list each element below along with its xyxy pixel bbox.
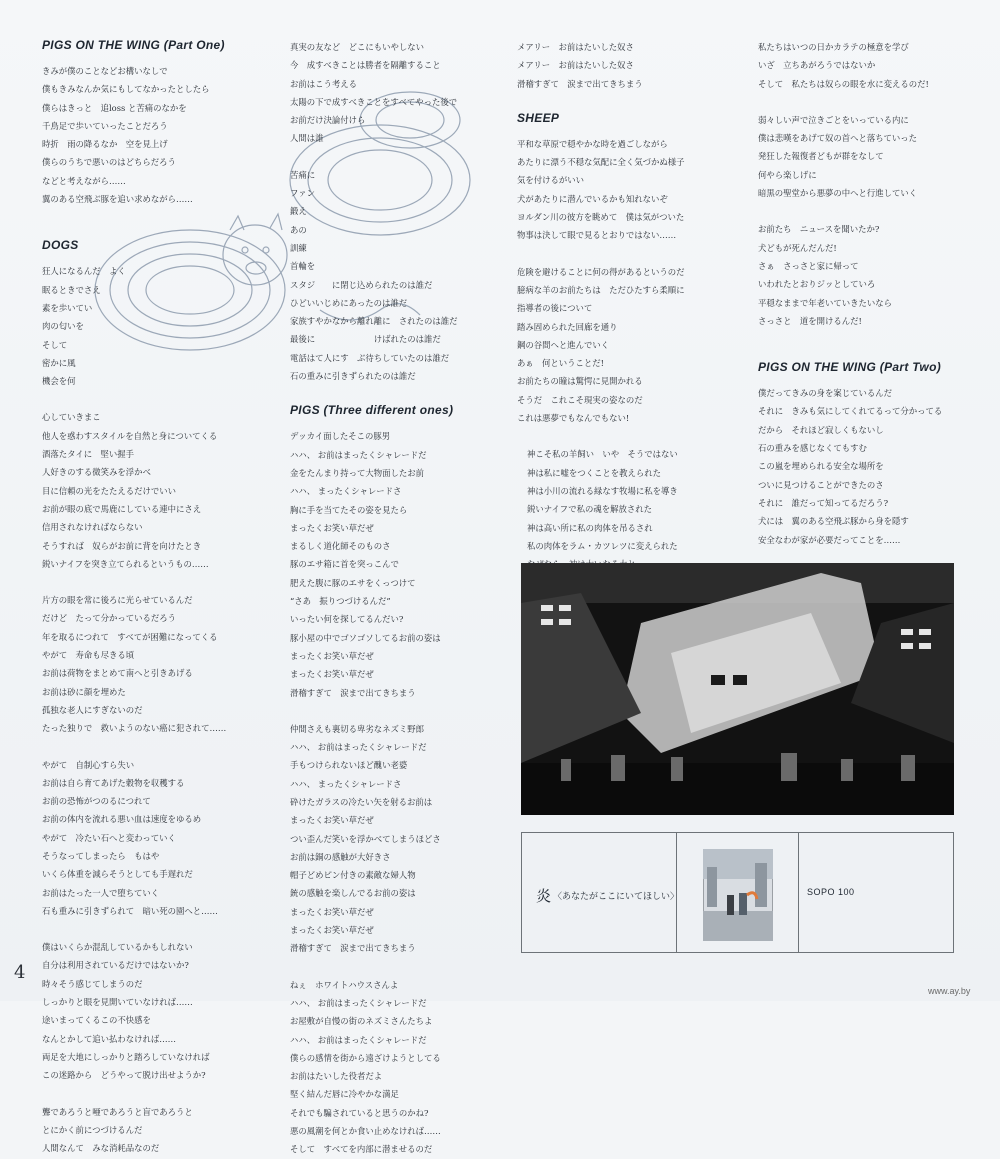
- lyric-line: 両足を大地にしっかりと踏ろしていなければ: [42, 1051, 210, 1062]
- lyric-line: やがて 自制心すら失い: [42, 759, 135, 770]
- lyric-line: ファン: [290, 188, 315, 199]
- lyric-line: 犬には 翼のある空飛ぶ豚から身を隠す: [758, 516, 909, 527]
- lyric-line: そして: [42, 339, 68, 350]
- column-3: [517, 38, 747, 610]
- lyric-line: 人好きのする微笑みを浮かべ: [42, 467, 151, 478]
- lyric-line: 肉の匂いを: [42, 321, 84, 332]
- dogs-lyrics-continued-1: [290, 38, 505, 148]
- lyric-line: 聾であろうと唖であろうと盲であろうと: [42, 1106, 193, 1117]
- lyric-line: まるしく道化師そのものさ: [290, 541, 391, 552]
- lyric-line: 僕らのうちで悪いのはどちらだろう: [42, 157, 176, 168]
- lyric-line: お前はたった一人で堕ちていく: [42, 887, 160, 898]
- lyric-line: 訓練: [290, 242, 307, 253]
- dogs-lyrics-stanza-2: [42, 408, 272, 573]
- lyric-line: 僕はいくらか混乱しているかもしれない: [42, 942, 193, 953]
- lyric-line: しっかりと眼を見開いていなければ……: [42, 997, 193, 1008]
- lyric-line: 金をたんまり持って大物面したお前: [290, 467, 424, 478]
- lyric-line: 平和な草原で穏やかな時を過ごしながら: [517, 138, 668, 149]
- lyric-line: 途いまってくるこの不快感を: [42, 1015, 151, 1026]
- lyric-line: これは悪夢でもなんでもない!: [517, 413, 630, 424]
- lyric-line: 信用されなければならない: [42, 522, 143, 533]
- lyric-line: 石も重みに引きずられて 暗い死の園へと……: [42, 905, 218, 916]
- lyric-line: ハハ、 お前はまったくシャレードだ: [290, 449, 427, 460]
- lyric-line: ついに見つけることができたのさ: [758, 479, 884, 490]
- lyric-line: そして すべてを内部に潜ませるのだ: [290, 1144, 433, 1155]
- dogs-lyrics-stanza-6: [42, 1103, 272, 1158]
- lyric-line: そうすれば 奴らがお前に背を向けたとき: [42, 540, 202, 551]
- lyric-line: この迷路から どうやって脱け出せようか?: [42, 1070, 206, 1081]
- lyric-line: まったくお笑い草だぜ: [290, 906, 374, 917]
- column-4: [758, 38, 973, 576]
- album-cover-image: [703, 849, 773, 941]
- pigs-on-the-wing-part-one-lyrics: [42, 62, 272, 208]
- lyric-line: 帽子どめピン付きの素敵な婦人物: [290, 870, 416, 881]
- lyric-line: 最後に けばれたのは誰だ: [290, 334, 441, 345]
- lyric-line: メアリー お前はたいした奴さ: [517, 42, 634, 52]
- lyric-line: やがて 寿命も尽きる頃: [42, 650, 135, 661]
- lyric-line: そうなってしまったら もはや: [42, 850, 160, 861]
- lyric-line: 危険を避けることに何の得があるというのだ: [517, 266, 685, 277]
- lyric-line: あたりに漂う不穏な気配に全く気づかぬ様子: [517, 157, 685, 168]
- lyric-line: 物事は決して眼で見るとおりではない……: [517, 230, 677, 241]
- lyric-line: 臆病な羊のお前たちは ただひたすら柔順に: [517, 284, 685, 295]
- lyric-line: さぁ さっさと家に帰って: [758, 260, 859, 271]
- lyric-line: “さあ 振りつづけるんだ”: [290, 596, 391, 607]
- dogs-lyrics-continued-2: [290, 166, 505, 386]
- lyric-line: お前だけ決論付けら: [290, 115, 366, 126]
- lyric-line: 素を歩いてい: [42, 302, 93, 313]
- lyric-line: ハハ、 まったくシャレードさ: [290, 778, 402, 789]
- watermark-text: www.ay.by: [928, 986, 971, 996]
- lyric-line: お前は自ら育てあげた穀物を収穫する: [42, 777, 185, 788]
- lyric-line: 僕らはきっと 追loss と苦痛のなかを: [42, 102, 187, 113]
- lyric-line: 私たちはいつの日かカラテの極意を学び: [758, 42, 909, 52]
- lyric-line: ハハ、 お前はまったくシャレードだ: [290, 997, 427, 1008]
- lyric-line: 孤独な老人にすぎないのだ: [42, 704, 143, 715]
- lyric-line: 犬どもが死んだんだ!: [758, 242, 837, 253]
- lyric-line: 仲間さえも裏切る卑劣なネズミ野郎: [290, 723, 424, 734]
- lyric-line: 心していきまこ: [42, 412, 101, 423]
- lyric-line: それでも騙されていると思うのかね?: [290, 1107, 429, 1118]
- lyric-line: 他人を惑わすスタイルを自然と身についてくる: [42, 430, 218, 441]
- lyric-line: まったくお笑い草だぜ: [290, 522, 374, 533]
- lyric-line: 僕は悲嘆をあげて奴の首へと落ちていった: [758, 133, 918, 144]
- lyric-line: 太陽の下で成すべきことをすべてやった後で: [290, 96, 458, 107]
- lyric-line: 機会を何: [42, 376, 76, 387]
- lyric-line: 人間なんて みな消耗品なのだ: [42, 1143, 160, 1154]
- lyric-line: いわれたとおりジッとしていろ: [758, 279, 876, 290]
- lyric-line: 狂人になるんだ よく: [42, 266, 126, 277]
- pigs-lyrics-stanza-3: [290, 976, 505, 1159]
- lyric-line: 何やら楽しげに: [758, 169, 817, 180]
- lyric-line: つい歪んだ笑いを浮かべてしまうほどさ: [290, 833, 441, 844]
- lyric-line: それに 誰だって知ってるだろう?: [758, 497, 889, 508]
- lyric-line: ヨルダン川の彼方を眺めて 僕は気がついた: [517, 212, 685, 223]
- lyric-line: 弱々しい声で泣きごとをいっている内に: [758, 114, 909, 125]
- lyric-line: さっさと 道を開けるんだ!: [758, 315, 862, 326]
- album-title: [536, 885, 679, 906]
- lyric-line: あぁ 何ということだ!: [517, 358, 605, 369]
- lyric-line: お前は銅の感触が大好きさ: [290, 851, 391, 862]
- lyric-line: 私の肉体をラム・カツレツに変えられた: [527, 540, 678, 551]
- lyric-line: お前たち ニュースを聞いたか?: [758, 224, 880, 235]
- lyric-line: 肥えた腹に豚のエサをくっつけて: [290, 577, 416, 588]
- lyric-line: 時折 雨の降るなか 空を見上げ: [42, 139, 168, 150]
- lyric-line: だから それほど寂しくもないし: [758, 424, 884, 435]
- lyric-line: あの: [290, 224, 307, 235]
- dogs-title: DOGS: [42, 238, 79, 253]
- lyric-line: まったくお笑い草だぜ: [290, 815, 374, 826]
- column-1: [42, 38, 272, 1157]
- album-title-subtitle: 〈あなたがここにいてほしい〉: [553, 892, 680, 902]
- lyric-line: 堅く結んだ唇に冷やかな満足: [290, 1089, 399, 1100]
- pigs-on-the-wing-part-one-title: PIGS ON THE WING (Part One): [42, 38, 225, 52]
- sheep-title: SHEEP: [517, 110, 560, 125]
- column-2: [290, 38, 505, 1159]
- lyric-line: 年を取るにつれて すべてが困難になってくる: [42, 631, 218, 642]
- lyric-line: お前はこう考える: [290, 78, 357, 89]
- lyric-line: 石の重みを感じなくてもすむ: [758, 443, 867, 454]
- dogs-lyrics-stanza-4: [42, 756, 272, 921]
- album-cover-panel: [677, 833, 799, 952]
- pigs-lyrics-stanza-2: [290, 720, 505, 958]
- lyric-line: だけど たって分かっているだろう: [42, 613, 176, 624]
- lyric-line: 滑稽すぎて 涙まで出てきちまう: [290, 687, 416, 698]
- lyric-line: 豚小屋の中でゴソゴソしてるお前の姿は: [290, 632, 441, 643]
- lyric-line: 手もつけられないほど醜い老婆: [290, 760, 408, 771]
- lyric-line: 密かに風: [42, 357, 76, 368]
- pigs-three-different-ones-title: PIGS (Three different ones): [290, 403, 454, 418]
- lyric-line: いざ 立ちあがろうではないか: [758, 60, 876, 71]
- lyric-line: いったい何を探してるんだい?: [290, 614, 404, 625]
- lyric-line: 鋼の谷間へと進んでいく: [517, 339, 610, 350]
- lyric-line: まったくお笑い草だぜ: [290, 650, 374, 661]
- lyric-line: お屋敷が自慢の街のネズミさんたちよ: [290, 1016, 433, 1027]
- sheep-lyrics-stanza-2: [517, 263, 747, 428]
- sheep-lyrics-stanza-6: [758, 220, 973, 330]
- lyric-line: 今 成すべきことは勝者を隔離すること: [290, 60, 441, 71]
- lyric-line: 豚のエサ箱に首を突っこんで: [290, 559, 399, 570]
- sheep-lyrics-stanza-1: [517, 135, 747, 245]
- lyric-line: 犬があたりに潜んでいるかも知れないぞ: [517, 193, 668, 204]
- lyric-line: 神こそ私の羊飼い いや そうではない: [527, 449, 678, 460]
- album-advertisement: [521, 832, 954, 953]
- lyric-line: 気を付けるがいい: [517, 175, 584, 186]
- lyric-line: お前たちの瞳は驚愕に見開かれる: [517, 376, 643, 387]
- lyric-line: お前が眼の底で馬鹿にしている連中にさえ: [42, 503, 202, 514]
- lyric-line: 僕らの感情を街から遠ざけようとしてる: [290, 1052, 441, 1063]
- lyric-line: デッカイ面したそこの豚男: [290, 431, 391, 442]
- lyric-line: そして 私たちは奴らの眼を水に変えるのだ!: [758, 78, 929, 89]
- concert-stage-photo: [521, 563, 954, 815]
- lyric-line: スタジ に閉じ込められたのは誰だ: [290, 279, 433, 290]
- lyric-line: 踏み固められた回廊を通り: [517, 321, 618, 332]
- lyric-line: 僕だってきみの身を案じているんだ: [758, 388, 892, 399]
- lyric-line: 自分は利用されているだけではないか?: [42, 960, 189, 971]
- pigs-lyrics-ending: [517, 38, 747, 93]
- lyric-line: 首輪を: [290, 261, 316, 272]
- lyric-line: 発狂した報復者どもが群をなして: [758, 151, 884, 162]
- lyric-line: まったくお笑い草だぜ: [290, 669, 374, 680]
- lyric-line: 人間は誰: [290, 133, 324, 144]
- lyric-line: お前はたいした役者だよ: [290, 1071, 383, 1082]
- lyric-line: とにかく前につづけるんだ: [42, 1124, 143, 1135]
- lyric-line: なんとかして追い払わなければ……: [42, 1033, 176, 1044]
- lyric-line: 砕けたガラスの冷たい矢を射るお前は: [290, 796, 433, 807]
- catalog-number: SOPO 100: [807, 887, 855, 897]
- lyric-line: 悪の風潮を何とか食い止めなければ……: [290, 1126, 441, 1137]
- lyric-line: お前は砂に顔を埋めた: [42, 686, 126, 697]
- lyric-line: 目に信頼の光をたたえるだけでいい: [42, 485, 176, 496]
- lyric-line: 神は小川の流れる緑なす牧場に私を導き: [527, 485, 678, 496]
- lyric-line: 苦痛に: [290, 169, 316, 180]
- lyric-line: ハハ、 まったくシャレードさ: [290, 486, 402, 497]
- lyric-line: 片方の眼を常に後ろに光らせているんだ: [42, 595, 193, 606]
- lyric-line: 指導者の後について: [517, 303, 593, 314]
- lyric-line: 眠るときでさえ: [42, 284, 101, 295]
- lyric-line: ひどいいじめにあったのは誰だ: [290, 297, 408, 308]
- lyric-line: 銃の感触を楽しんでるお前の姿は: [290, 888, 416, 899]
- sheep-lyrics-stanza-4: [758, 38, 973, 93]
- lyric-line: 滑稽すぎて 涙まで出てきちまう: [290, 943, 416, 954]
- lyric-line: 家族すやかなから離れ離に されたのは誰だ: [290, 316, 458, 327]
- lyric-line: お前の恐怖がつのるにつれて: [42, 796, 151, 807]
- lyric-line: 暗黒の聖堂から悪夢の中へと行進していく: [758, 188, 918, 199]
- lyric-line: 真実の友など どこにもいやしない: [290, 42, 424, 52]
- lyric-line: 時々そう感じてしまうのだ: [42, 978, 143, 989]
- lyric-line: メアリー お前はたいした奴さ: [517, 60, 634, 71]
- lyric-line: ねぇ ホワイトハウスさんよ: [290, 979, 399, 990]
- lyric-line: 鋭いナイフで私の魂を解放された: [527, 504, 653, 515]
- lyric-line: やがて 冷たい石へと変わっていく: [42, 832, 176, 843]
- lyric-line: この嵐を埋められる安全な場所を: [758, 461, 884, 472]
- lyric-line: 僕もきみなんか気にもしてなかったとしたら: [42, 84, 210, 95]
- lyric-line: きみが僕のことなどお構いなしで: [42, 66, 168, 76]
- lyric-line: お前の体内を流れる悪い血は速度をゆるめ: [42, 814, 202, 825]
- lyric-line: 鍛え: [290, 206, 307, 217]
- pigs-lyrics-stanza-1: [290, 427, 505, 701]
- lyric-line: 酒落たタイに 堅い握手: [42, 449, 134, 460]
- lyric-line: お前は荷物をまとめて南へと引きあげる: [42, 668, 193, 679]
- lyric-line: たった独りで 救いようのない癌に犯されて……: [42, 723, 227, 734]
- lyric-line: いくら体重を減らそうとしても手遅れだ: [42, 869, 193, 880]
- dogs-lyrics-stanza-3: [42, 591, 272, 737]
- lyric-line: 電話はて人にす ぶ待ちしていたのは誰だ: [290, 352, 450, 363]
- album-title-panel: [522, 833, 680, 952]
- lyric-line: 胸に手を当てたその姿を見たら: [290, 504, 408, 515]
- lyric-line: 鋭いナイフを突き立てられるというもの……: [42, 558, 209, 569]
- lyric-line: 翼のある空飛ぶ豚を追い求めながら……: [42, 194, 193, 205]
- lyric-line: ハハ、 お前はまったくシャレードだ: [290, 1034, 427, 1045]
- sheep-lyrics-stanza-5: [758, 111, 973, 202]
- pigs-on-the-wing-part-two-title: PIGS ON THE WING (Part Two): [758, 360, 941, 375]
- lyric-line: 安全なわが家が必要だってことを……: [758, 534, 901, 545]
- lyric-line: 千鳥足で歩いていったことだろう: [42, 120, 168, 131]
- album-title-kanji: 炎: [536, 887, 552, 905]
- lyric-line: 神は私に嘘をつくことを教えられた: [527, 467, 661, 478]
- lyric-line: それに きみも気にしてくれてるって分かってる: [758, 406, 943, 417]
- lyric-line: 神は高い所に私の肉体を吊るされ: [527, 522, 653, 533]
- lyric-line: 滑稽すぎて 涙まで出てきちまう: [517, 78, 643, 89]
- pigs-on-the-wing-part-two-lyrics: [758, 384, 973, 549]
- lyric-line: 石の重みに引きずられたのは誰だ: [290, 371, 416, 382]
- dogs-lyrics-stanza-1: [42, 262, 272, 390]
- lyric-line: そうだ これこそ現実の姿なのだ: [517, 394, 643, 405]
- page-number: 4: [14, 962, 26, 983]
- lyric-line: 平穏なままで年老いていきたいなら: [758, 297, 892, 308]
- dogs-lyrics-stanza-5: [42, 938, 272, 1084]
- lyric-line: ハハ、 お前はまったくシャレードだ: [290, 742, 427, 753]
- lyric-line: などと考えながら……: [42, 175, 126, 186]
- lyric-line: まったくお笑い草だぜ: [290, 925, 374, 936]
